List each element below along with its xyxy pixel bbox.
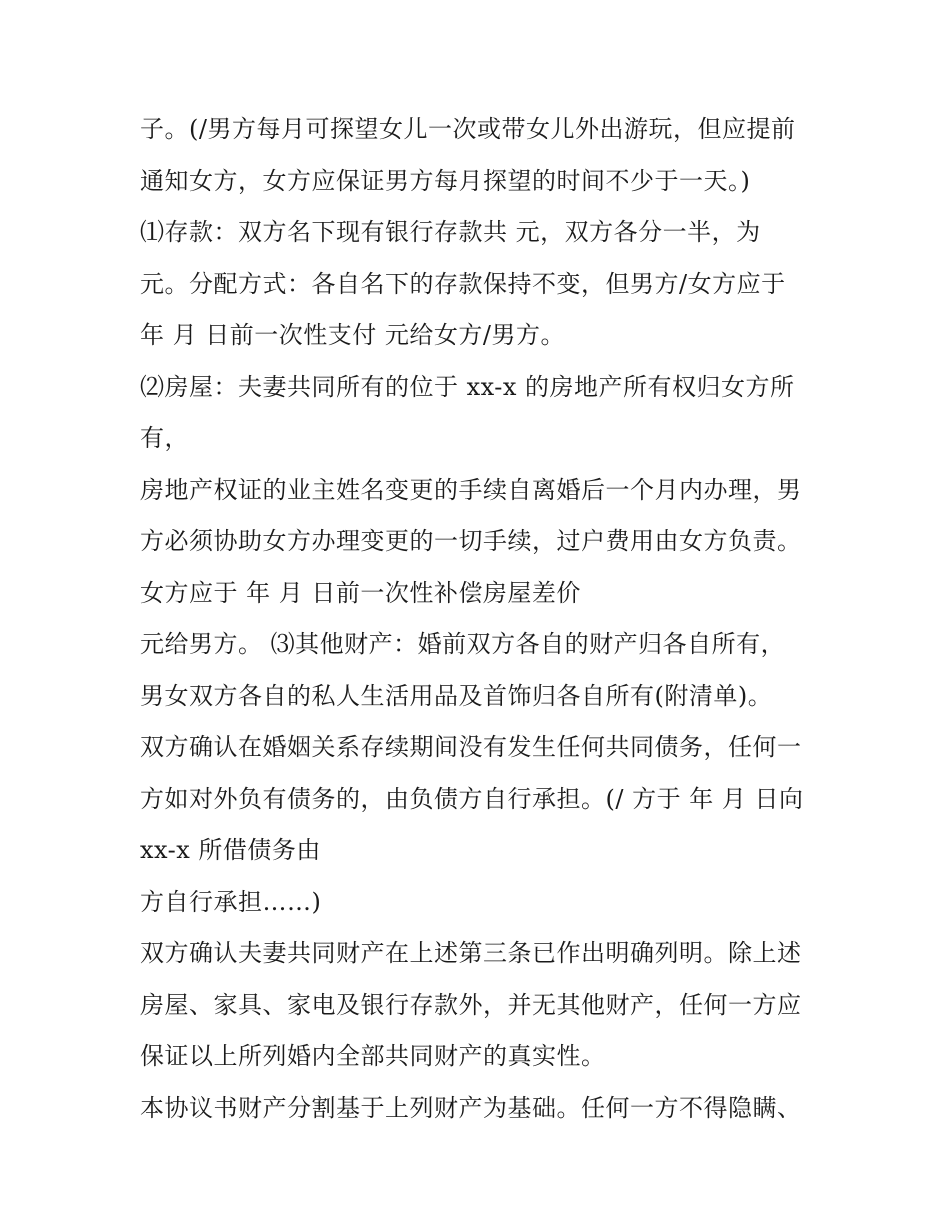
text-line: 女方应于 年 月 日前一次性补偿房屋差价 (140, 578, 581, 607)
text-line: 方自行承担……) (140, 887, 322, 916)
text-line: 年 月 日前一次性支付 元给女方/男方。 (140, 321, 565, 349)
text-line: 双方确认在婚姻关系存续期间没有发生任何共同债务，任何一 (140, 733, 802, 761)
text-line: 双方确认夫妻共同财产在上述第三条已作出明确列明。除上述 (140, 939, 802, 967)
text-line: 房屋、家具、家电及银行存款外，并无其他财产，任何一方应 (140, 990, 802, 1019)
text-line: 男女双方各自的私人生活用品及首饰归各自所有(附清单)。 (140, 681, 773, 710)
document-body (140, 104, 830, 1134)
text-line: 通知女方，女方应保证男方每月探望的时间不少于一天。) (140, 166, 751, 195)
text-line: 子。(/男方每月可探望女儿一次或带女儿外出游玩，但应提前 (140, 115, 796, 143)
text-line: 方如对外负有债务的，由负债方自行承担。(/ 方于 年 月 日向 (140, 784, 804, 813)
text-line: 方必须协助女方办理变更的一切手续，过户费用由女方负责。 (140, 527, 802, 555)
text-line: 有， (140, 424, 189, 452)
text-line: 元给男方。 ⑶其他财产：婚前双方各自的财产归各自所有， (140, 630, 786, 658)
text-line: 元。分配方式：各自名下的存款保持不变，但男方/女方应于 (140, 269, 786, 298)
text-line: 保证以上所列婚内全部共同财产的真实性。 (140, 1042, 606, 1070)
text-line: 房地产权证的业主姓名变更的手续自离婚后一个月内办理，男 (140, 475, 802, 504)
text-line: ⑵房屋：夫妻共同所有的位于 xx-x 的房地产所有权归女方所 (140, 372, 795, 401)
text-line: 本协议书财产分割基于上列财产为基础。任何一方不得隐瞒、 (140, 1093, 802, 1122)
text-line: xx-x 所借债务由 (140, 836, 321, 864)
text-line: ⑴存款：双方名下现有银行存款共 元，双方各分一半，为 (140, 218, 761, 246)
